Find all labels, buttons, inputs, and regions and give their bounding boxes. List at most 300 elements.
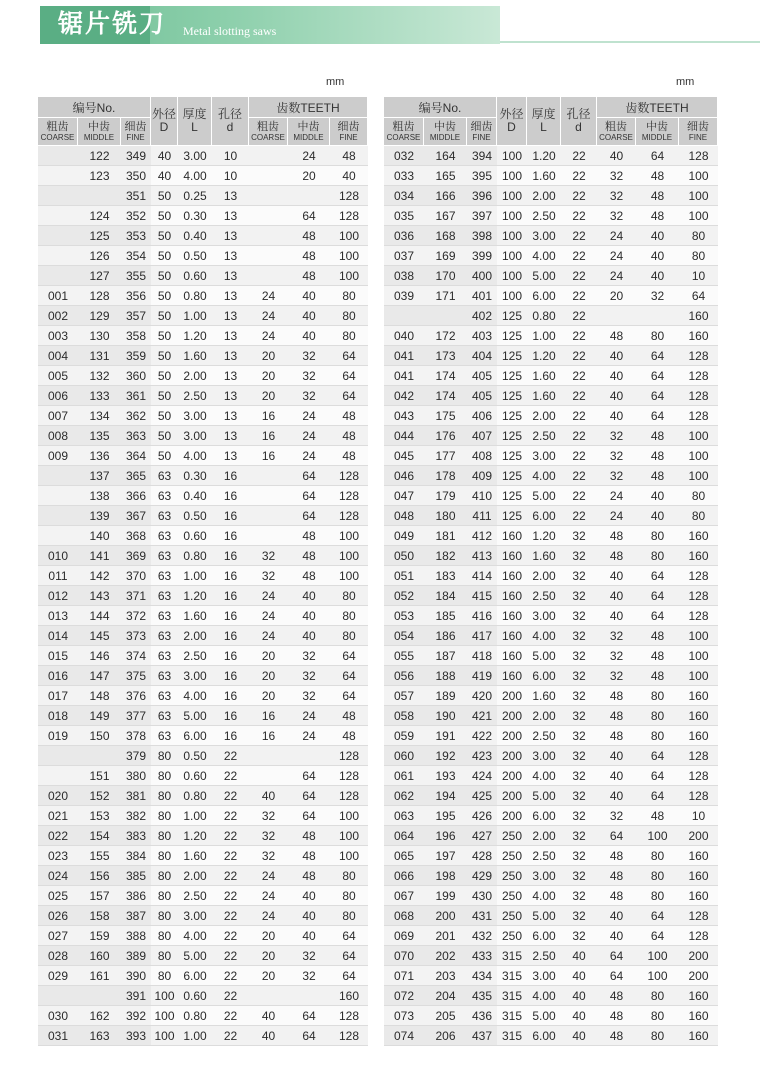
header-coarse-code: 粗齿 COARSE: [384, 118, 424, 146]
fine-teeth-cell: 128: [330, 506, 368, 526]
saws-table-left: [38, 97, 368, 1046]
table-row: [384, 1006, 718, 1026]
table-row: [38, 566, 368, 586]
outer-diameter-cell: 160: [497, 606, 527, 626]
coarse-code-cell: 008: [38, 426, 78, 446]
coarse-code-cell: 020: [38, 786, 78, 806]
bore-cell: 13: [212, 346, 249, 366]
middle-teeth-cell: 40: [636, 506, 679, 526]
coarse-code-cell: 029: [38, 966, 78, 986]
table-row: [384, 306, 718, 326]
middle-teeth-cell: 64: [288, 1026, 330, 1046]
coarse-teeth-cell: 20: [249, 686, 288, 706]
coarse-code-cell: [38, 266, 78, 286]
thickness-cell: 1.60: [178, 346, 212, 366]
thickness-cell: 1.60: [527, 166, 561, 186]
coarse-teeth-cell: 20: [249, 926, 288, 946]
fine-teeth-cell: 160: [679, 686, 718, 706]
bore-cell: 13: [212, 286, 249, 306]
fine-code-cell: 387: [121, 906, 151, 926]
coarse-teeth-cell: 40: [597, 586, 636, 606]
fine-code-cell: 383: [121, 826, 151, 846]
coarse-teeth-cell: [597, 306, 636, 326]
thickness-cell: 1.00: [178, 1026, 212, 1046]
fine-code-cell: 373: [121, 626, 151, 646]
outer-diameter-cell: 100: [497, 266, 527, 286]
table-row: [384, 706, 718, 726]
middle-code-cell: 157: [78, 886, 121, 906]
outer-diameter-cell: 80: [151, 926, 178, 946]
outer-diameter-cell: 250: [497, 826, 527, 846]
coarse-teeth-cell: 48: [597, 1026, 636, 1046]
middle-code-cell: 142: [78, 566, 121, 586]
middle-code-cell: 187: [424, 646, 467, 666]
outer-diameter-cell: 250: [497, 926, 527, 946]
coarse-code-cell: 061: [384, 766, 424, 786]
fine-teeth-cell: 100: [330, 526, 368, 546]
middle-teeth-cell: 64: [288, 466, 330, 486]
middle-code-cell: 158: [78, 906, 121, 926]
middle-teeth-cell: 48: [288, 866, 330, 886]
coarse-code-cell: [38, 746, 78, 766]
middle-code-cell: 180: [424, 506, 467, 526]
outer-diameter-cell: 200: [497, 806, 527, 826]
table-row: [38, 206, 368, 226]
outer-diameter-cell: 315: [497, 946, 527, 966]
coarse-code-cell: 038: [384, 266, 424, 286]
bore-cell: 13: [212, 266, 249, 286]
outer-diameter-cell: 50: [151, 386, 178, 406]
fine-teeth-cell: 128: [679, 926, 718, 946]
table-row: [38, 306, 368, 326]
middle-teeth-cell: 48: [288, 566, 330, 586]
coarse-code-cell: 017: [38, 686, 78, 706]
coarse-teeth-cell: 40: [597, 926, 636, 946]
coarse-teeth-cell: 64: [597, 826, 636, 846]
fine-teeth-cell: 80: [330, 906, 368, 926]
middle-code-cell: 139: [78, 506, 121, 526]
thickness-cell: 0.80: [527, 306, 561, 326]
coarse-teeth-cell: 64: [597, 946, 636, 966]
bore-cell: 32: [561, 806, 597, 826]
header-code-group: 编号No.: [38, 97, 151, 118]
bore-cell: 32: [561, 626, 597, 646]
middle-teeth-cell: 24: [288, 406, 330, 426]
outer-diameter-cell: 100: [497, 206, 527, 226]
outer-diameter-cell: 200: [497, 726, 527, 746]
coarse-teeth-cell: 24: [249, 906, 288, 926]
table-row: [38, 886, 368, 906]
coarse-teeth-cell: [249, 506, 288, 526]
outer-diameter-cell: 50: [151, 346, 178, 366]
middle-teeth-cell: 48: [636, 166, 679, 186]
coarse-teeth-cell: 40: [597, 146, 636, 166]
thickness-cell: 1.60: [178, 606, 212, 626]
fine-teeth-cell: 64: [330, 346, 368, 366]
table-row: [384, 866, 718, 886]
middle-teeth-cell: 32: [636, 286, 679, 306]
fine-teeth-cell: 10: [679, 266, 718, 286]
middle-code-cell: 172: [424, 326, 467, 346]
coarse-teeth-cell: 24: [249, 306, 288, 326]
thickness-cell: 2.00: [527, 186, 561, 206]
outer-diameter-cell: 160: [497, 646, 527, 666]
thickness-cell: 3.00: [178, 146, 212, 166]
coarse-teeth-cell: 20: [249, 346, 288, 366]
middle-teeth-cell: 80: [636, 886, 679, 906]
outer-diameter-cell: 80: [151, 746, 178, 766]
middle-teeth-cell: 64: [636, 346, 679, 366]
coarse-code-cell: 044: [384, 426, 424, 446]
table-row: [384, 566, 718, 586]
middle-code-cell: 199: [424, 886, 467, 906]
bore-cell: 22: [212, 966, 249, 986]
bore-cell: 16: [212, 586, 249, 606]
outer-diameter-cell: 100: [151, 1026, 178, 1046]
table-row: [38, 986, 368, 1006]
coarse-teeth-cell: 20: [249, 946, 288, 966]
middle-teeth-cell: 48: [288, 846, 330, 866]
middle-code-cell: 173: [424, 346, 467, 366]
middle-code-cell: 144: [78, 606, 121, 626]
middle-code-cell: 195: [424, 806, 467, 826]
middle-code-cell: 174: [424, 386, 467, 406]
table-row: [384, 586, 718, 606]
coarse-code-cell: 004: [38, 346, 78, 366]
outer-diameter-cell: 80: [151, 906, 178, 926]
middle-teeth-cell: 64: [288, 806, 330, 826]
table-row: [384, 646, 718, 666]
fine-code-cell: 432: [467, 926, 497, 946]
bore-cell: 22: [561, 306, 597, 326]
thickness-cell: 1.60: [527, 546, 561, 566]
coarse-teeth-cell: 32: [249, 546, 288, 566]
fine-code-cell: 360: [121, 366, 151, 386]
fine-code-cell: 391: [121, 986, 151, 1006]
middle-code-cell: 129: [78, 306, 121, 326]
fine-code-cell: 405: [467, 386, 497, 406]
bore-cell: 13: [212, 386, 249, 406]
middle-code-cell: 161: [78, 966, 121, 986]
thickness-cell: 5.00: [527, 646, 561, 666]
coarse-code-cell: 059: [384, 726, 424, 746]
coarse-code-cell: 046: [384, 466, 424, 486]
middle-code-cell: 201: [424, 926, 467, 946]
table-row: [384, 886, 718, 906]
coarse-teeth-cell: 32: [597, 426, 636, 446]
middle-teeth-cell: 32: [288, 366, 330, 386]
table-row: [384, 326, 718, 346]
fine-code-cell: 408: [467, 446, 497, 466]
fine-teeth-cell: 128: [679, 786, 718, 806]
middle-code-cell: 183: [424, 566, 467, 586]
middle-teeth-cell: 20: [288, 166, 330, 186]
coarse-code-cell: 051: [384, 566, 424, 586]
fine-teeth-cell: 128: [330, 766, 368, 786]
coarse-code-cell: 062: [384, 786, 424, 806]
table-row: [384, 546, 718, 566]
coarse-teeth-cell: 48: [597, 546, 636, 566]
fine-teeth-cell: 128: [679, 366, 718, 386]
middle-code-cell: 176: [424, 426, 467, 446]
thickness-cell: 1.00: [178, 806, 212, 826]
middle-teeth-cell: 40: [288, 306, 330, 326]
coarse-code-cell: 016: [38, 666, 78, 686]
middle-teeth-cell: [288, 746, 330, 766]
fine-code-cell: 379: [121, 746, 151, 766]
fine-teeth-cell: 100: [330, 846, 368, 866]
middle-teeth-cell: 40: [636, 226, 679, 246]
outer-diameter-cell: 250: [497, 886, 527, 906]
coarse-teeth-cell: 40: [249, 786, 288, 806]
thickness-cell: 6.00: [527, 1026, 561, 1046]
outer-diameter-cell: 100: [497, 186, 527, 206]
middle-teeth-cell: 48: [288, 266, 330, 286]
thickness-cell: 3.00: [527, 226, 561, 246]
outer-diameter-cell: 80: [151, 766, 178, 786]
coarse-code-cell: 007: [38, 406, 78, 426]
fine-teeth-cell: 100: [330, 546, 368, 566]
fine-code-cell: 374: [121, 646, 151, 666]
bore-cell: 10: [212, 166, 249, 186]
coarse-code-cell: 060: [384, 746, 424, 766]
bore-cell: 32: [561, 546, 597, 566]
fine-teeth-cell: 128: [330, 206, 368, 226]
thickness-cell: 2.50: [527, 426, 561, 446]
table-row: [38, 406, 368, 426]
coarse-teeth-cell: [249, 226, 288, 246]
coarse-teeth-cell: [249, 486, 288, 506]
coarse-code-cell: 058: [384, 706, 424, 726]
middle-teeth-cell: 32: [288, 646, 330, 666]
fine-teeth-cell: 100: [679, 166, 718, 186]
middle-code-cell: 206: [424, 1026, 467, 1046]
middle-teeth-cell: 24: [288, 726, 330, 746]
coarse-code-cell: 063: [384, 806, 424, 826]
middle-code-cell: 130: [78, 326, 121, 346]
outer-diameter-cell: 200: [497, 746, 527, 766]
thickness-cell: 1.20: [178, 586, 212, 606]
fine-code-cell: 423: [467, 746, 497, 766]
coarse-code-cell: 015: [38, 646, 78, 666]
table-row: [38, 926, 368, 946]
bore-cell: 32: [561, 886, 597, 906]
middle-code-cell: 193: [424, 766, 467, 786]
fine-teeth-cell: 80: [330, 286, 368, 306]
fine-code-cell: 414: [467, 566, 497, 586]
middle-code-cell: 197: [424, 846, 467, 866]
fine-code-cell: 351: [121, 186, 151, 206]
bore-cell: 22: [561, 206, 597, 226]
outer-diameter-cell: 100: [497, 146, 527, 166]
fine-code-cell: 409: [467, 466, 497, 486]
thickness-cell: 3.00: [527, 446, 561, 466]
coarse-code-cell: [384, 306, 424, 326]
thickness-cell: 3.00: [178, 406, 212, 426]
table-body-left: [38, 146, 368, 1046]
fine-teeth-cell: 80: [330, 606, 368, 626]
header-middle-teeth: 中齿 MIDDLE: [636, 118, 679, 146]
table-row: [384, 946, 718, 966]
thickness-cell: 2.50: [178, 386, 212, 406]
outer-diameter-cell: 50: [151, 226, 178, 246]
table-row: [38, 826, 368, 846]
bore-cell: 22: [212, 986, 249, 1006]
fine-teeth-cell: 100: [679, 446, 718, 466]
bore-cell: 13: [212, 206, 249, 226]
fine-code-cell: 404: [467, 346, 497, 366]
coarse-teeth-cell: 40: [597, 566, 636, 586]
table-row: [384, 486, 718, 506]
outer-diameter-cell: 200: [497, 686, 527, 706]
outer-diameter-cell: 125: [497, 446, 527, 466]
bore-cell: 22: [561, 466, 597, 486]
outer-diameter-cell: 63: [151, 566, 178, 586]
fine-code-cell: 402: [467, 306, 497, 326]
coarse-code-cell: 033: [384, 166, 424, 186]
coarse-teeth-cell: 32: [249, 826, 288, 846]
middle-teeth-cell: 80: [636, 846, 679, 866]
table-row: [38, 626, 368, 646]
table-row: [38, 346, 368, 366]
middle-code-cell: 182: [424, 546, 467, 566]
coarse-code-cell: 001: [38, 286, 78, 306]
coarse-code-cell: 047: [384, 486, 424, 506]
coarse-teeth-cell: 40: [597, 366, 636, 386]
outer-diameter-cell: 50: [151, 426, 178, 446]
coarse-teeth-cell: 48: [597, 886, 636, 906]
fine-teeth-cell: 64: [679, 286, 718, 306]
thickness-cell: 3.00: [527, 746, 561, 766]
table-row: [384, 246, 718, 266]
fine-code-cell: 413: [467, 546, 497, 566]
thickness-cell: 0.40: [178, 486, 212, 506]
middle-code-cell: 156: [78, 866, 121, 886]
fine-code-cell: 398: [467, 226, 497, 246]
fine-teeth-cell: 160: [679, 546, 718, 566]
fine-code-cell: 368: [121, 526, 151, 546]
table-row: [384, 626, 718, 646]
outer-diameter-cell: 100: [151, 986, 178, 1006]
thickness-cell: 6.00: [527, 286, 561, 306]
fine-teeth-cell: 200: [679, 826, 718, 846]
outer-diameter-cell: 40: [151, 166, 178, 186]
middle-teeth-cell: 40: [288, 286, 330, 306]
middle-code-cell: 174: [424, 366, 467, 386]
header-bore: 孔径 d: [212, 97, 249, 146]
coarse-teeth-cell: 32: [249, 566, 288, 586]
coarse-teeth-cell: [249, 186, 288, 206]
bore-cell: 16: [212, 506, 249, 526]
header-fine-teeth: 细齿 FINE: [679, 118, 718, 146]
fine-teeth-cell: 100: [679, 466, 718, 486]
table-row: [384, 846, 718, 866]
coarse-teeth-cell: 48: [597, 706, 636, 726]
middle-teeth-cell: 48: [636, 186, 679, 206]
fine-teeth-cell: 128: [330, 486, 368, 506]
bore-cell: 32: [561, 746, 597, 766]
outer-diameter-cell: 125: [497, 306, 527, 326]
table-row: [38, 1006, 368, 1026]
table-row: [38, 226, 368, 246]
middle-code-cell: 137: [78, 466, 121, 486]
bore-cell: 32: [561, 566, 597, 586]
header-outer-diameter: 外径 D: [151, 97, 178, 146]
thickness-cell: 4.00: [178, 926, 212, 946]
bore-cell: 16: [212, 526, 249, 546]
coarse-code-cell: [38, 166, 78, 186]
middle-code-cell: 122: [78, 146, 121, 166]
header-thickness: 厚度 L: [527, 97, 561, 146]
middle-code-cell: 143: [78, 586, 121, 606]
middle-code-cell: 175: [424, 406, 467, 426]
coarse-code-cell: 042: [384, 386, 424, 406]
header-middle-code: 中齿 MIDDLE: [424, 118, 467, 146]
fine-code-cell: 349: [121, 146, 151, 166]
table-row: [384, 346, 718, 366]
thickness-cell: 6.00: [527, 666, 561, 686]
thickness-cell: 4.00: [527, 766, 561, 786]
fine-code-cell: 359: [121, 346, 151, 366]
fine-teeth-cell: 48: [330, 146, 368, 166]
table-row: [384, 786, 718, 806]
thickness-cell: 1.60: [527, 366, 561, 386]
header-fine-code: 细齿 FINE: [121, 118, 151, 146]
fine-code-cell: 390: [121, 966, 151, 986]
fine-teeth-cell: 100: [679, 426, 718, 446]
table-row: [38, 166, 368, 186]
fine-teeth-cell: 64: [330, 966, 368, 986]
coarse-teeth-cell: 24: [597, 506, 636, 526]
fine-teeth-cell: 100: [679, 626, 718, 646]
coarse-teeth-cell: 32: [597, 446, 636, 466]
fine-teeth-cell: 128: [330, 1006, 368, 1026]
fine-teeth-cell: 80: [679, 506, 718, 526]
thickness-cell: 6.00: [527, 806, 561, 826]
middle-teeth-cell: 80: [636, 546, 679, 566]
header-coarse-teeth: 粗齿 COARSE: [597, 118, 636, 146]
middle-code-cell: 204: [424, 986, 467, 1006]
middle-code-cell: 124: [78, 206, 121, 226]
middle-teeth-cell: 64: [636, 586, 679, 606]
coarse-teeth-cell: 48: [597, 726, 636, 746]
middle-teeth-cell: 40: [288, 606, 330, 626]
coarse-code-cell: 026: [38, 906, 78, 926]
coarse-code-cell: 013: [38, 606, 78, 626]
coarse-teeth-cell: 48: [597, 326, 636, 346]
coarse-teeth-cell: 40: [597, 346, 636, 366]
fine-teeth-cell: 128: [330, 786, 368, 806]
coarse-teeth-cell: 20: [597, 286, 636, 306]
coarse-code-cell: 005: [38, 366, 78, 386]
outer-diameter-cell: 100: [151, 1006, 178, 1026]
coarse-code-cell: 050: [384, 546, 424, 566]
table-row: [384, 166, 718, 186]
fine-code-cell: 381: [121, 786, 151, 806]
outer-diameter-cell: 250: [497, 866, 527, 886]
outer-diameter-cell: 63: [151, 486, 178, 506]
outer-diameter-cell: 125: [497, 466, 527, 486]
coarse-teeth-cell: 40: [597, 766, 636, 786]
thickness-cell: 5.00: [178, 946, 212, 966]
fine-code-cell: 417: [467, 626, 497, 646]
thickness-cell: 0.25: [178, 186, 212, 206]
thickness-cell: 3.00: [178, 426, 212, 446]
fine-code-cell: 401: [467, 286, 497, 306]
table-row: [384, 986, 718, 1006]
outer-diameter-cell: 50: [151, 206, 178, 226]
coarse-teeth-cell: 24: [597, 486, 636, 506]
